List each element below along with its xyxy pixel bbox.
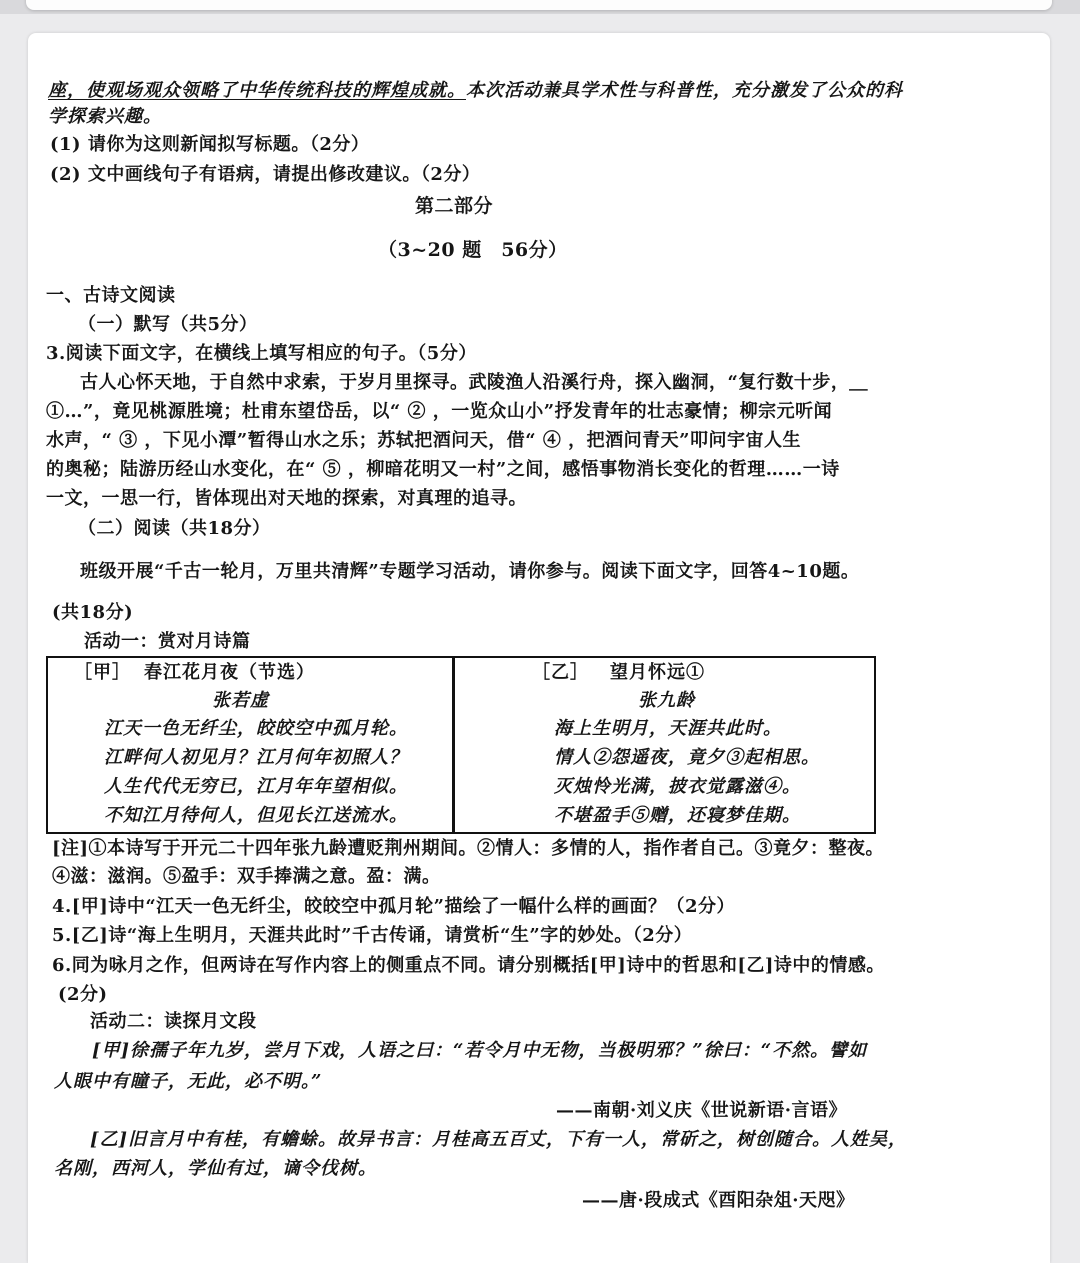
q3-passage-line-2: ①…”，竟见桃源胜境；杜甫东望岱岳，以“ ② ，一览众山小”抒发青年的壮志豪情；柳宗元听闻 — [46, 401, 833, 422]
section-heading-classical: 一、古诗文阅读 — [46, 285, 176, 306]
question-6: 6.同为咏月之作，但两诗在写作内容上的侧重点不同。请分别概括[甲]诗中的哲思和[乙]诗中的情感。 — [52, 955, 885, 976]
q3-passage-line-3: 水声，“ ③ ，下见小潭”暂得山水之乐；苏轼把酒问天，借“ ④ ，把酒问青天”叩问宇宙人生 — [46, 430, 801, 451]
poem-b-title: 望月怀远① — [610, 662, 705, 683]
news-text-line-1 — [48, 80, 903, 102]
poem-b-label: ［乙］ — [532, 662, 589, 683]
activity-intro-score: (共18分) — [52, 602, 134, 623]
poem-a-line-2: 江畔何人初见月？江月何年初照人？ — [104, 747, 408, 768]
poem-table-divider — [452, 658, 455, 832]
activity-1-heading: 活动一：赏对月诗篇 — [84, 631, 251, 652]
passage-b-line-2: 名刚，西河人，学仙有过，谪令伐树。 — [54, 1158, 377, 1179]
poem-table — [46, 656, 876, 834]
poem-a-line-1: 江天一色无纤尘，皎皎空中孤月轮。 — [104, 718, 408, 739]
q3-passage-line-4: 的奥秘；陆游历经山水变化，在“ ⑤ ，柳暗花明又一村”之间，感悟事物消长变化的哲理……一诗 — [46, 459, 840, 480]
part-title: 第二部分 — [415, 195, 494, 217]
poem-b-author: 张九龄 — [638, 690, 695, 711]
poem-b-line-1: 海上生明月，天涯共此时。 — [554, 718, 782, 739]
passage-b-source: ——唐·段成式《酉阳杂俎·天咫》 — [582, 1190, 855, 1211]
news-text-line-1-rest: 本次活动兼具学术性与科普性，充分激发了公众的科 — [466, 80, 903, 101]
passage-b-line-1: [乙]旧言月中有桂，有蟾蜍。故异书言：月桂高五百丈，下有一人，常斫之，树创随合。人姓吴， — [90, 1129, 908, 1150]
activity-intro: 班级开展“千古一轮月，万里共清辉”专题学习活动，请你参与。阅读下面文字，回答4~10题。 — [80, 561, 860, 582]
passage-a-line-1: [甲]徐孺子年九岁，尝月下戏，人语之曰：“若令月中无物，当极明邪？”徐曰：“不然。譬如 — [92, 1040, 868, 1061]
poem-a-line-3: 人生代代无穷已，江月年年望相似。 — [104, 776, 408, 797]
question-1: (1) 请你为这则新闻拟写标题。（2分） — [50, 134, 370, 155]
question-4: 4.[甲]诗中“江天一色无纤尘，皎皎空中孤月轮”描绘了一幅什么样的画面？（2分） — [52, 896, 736, 917]
previous-page-sheet — [26, 0, 1052, 10]
activity-2-heading: 活动二：读探月文段 — [90, 1011, 257, 1032]
subsection-reading: （二）阅读（共18分） — [78, 518, 271, 539]
passage-a-source: ——南朝·刘义庆《世说新语·言语》 — [556, 1100, 848, 1121]
poem-note-line-2: ④滋：滋润。⑤盈手：双手捧满之意。盈：满。 — [52, 866, 441, 887]
poem-b-line-2: 情人②怨遥夜，竟夕③起相思。 — [554, 747, 820, 768]
underlined-sentence: 座，使观场观众领略了中华传统科技的辉煌成就。 — [48, 80, 466, 101]
question-2: (2) 文中画线句子有语病，请提出修改建议。（2分） — [50, 164, 481, 185]
q3-passage-line-1: 古人心怀天地，于自然中求索，于岁月里探寻。武陵渔人沿溪行舟，探入幽洞，“复行数十步，＿ — [80, 372, 868, 393]
poem-a-line-4: 不知江月待何人，但见长江送流水。 — [104, 805, 408, 826]
question-5: 5.[乙]诗“海上生明月，天涯共此时”千古传诵，请赏析“生”字的妙处。（2分） — [52, 925, 693, 946]
q3-passage-line-5: 一文，一思一行，皆体现出对天地的探索，对真理的追寻。 — [46, 488, 527, 509]
part-subtitle: （3~20 题 56分） — [378, 239, 568, 261]
question-6-score: (2分) — [58, 984, 108, 1005]
poem-a-author: 张若虚 — [212, 690, 269, 711]
poem-b-line-4: 不堪盈手⑤赠，还寝梦佳期。 — [554, 805, 801, 826]
poem-a-label: ［甲］ — [74, 662, 131, 683]
news-text-line-2: 学探索兴趣。 — [48, 106, 162, 127]
poem-a-title: 春江花月夜（节选） — [144, 662, 315, 683]
subsection-dictation: （一）默写（共5分） — [78, 314, 258, 335]
poem-b-line-3: 灭烛怜光满，披衣觉露滋④。 — [554, 776, 801, 797]
question-3: 3.阅读下面文字，在横线上填写相应的句子。（5分） — [46, 343, 477, 364]
poem-note-line-1: [注]①本诗写于开元二十四年张九龄遭贬荆州期间。②情人：多情的人，指作者自己。③竟夕：整夜。 — [52, 838, 885, 859]
passage-a-line-2: 人眼中有瞳子，无此，必不明。” — [54, 1071, 323, 1092]
